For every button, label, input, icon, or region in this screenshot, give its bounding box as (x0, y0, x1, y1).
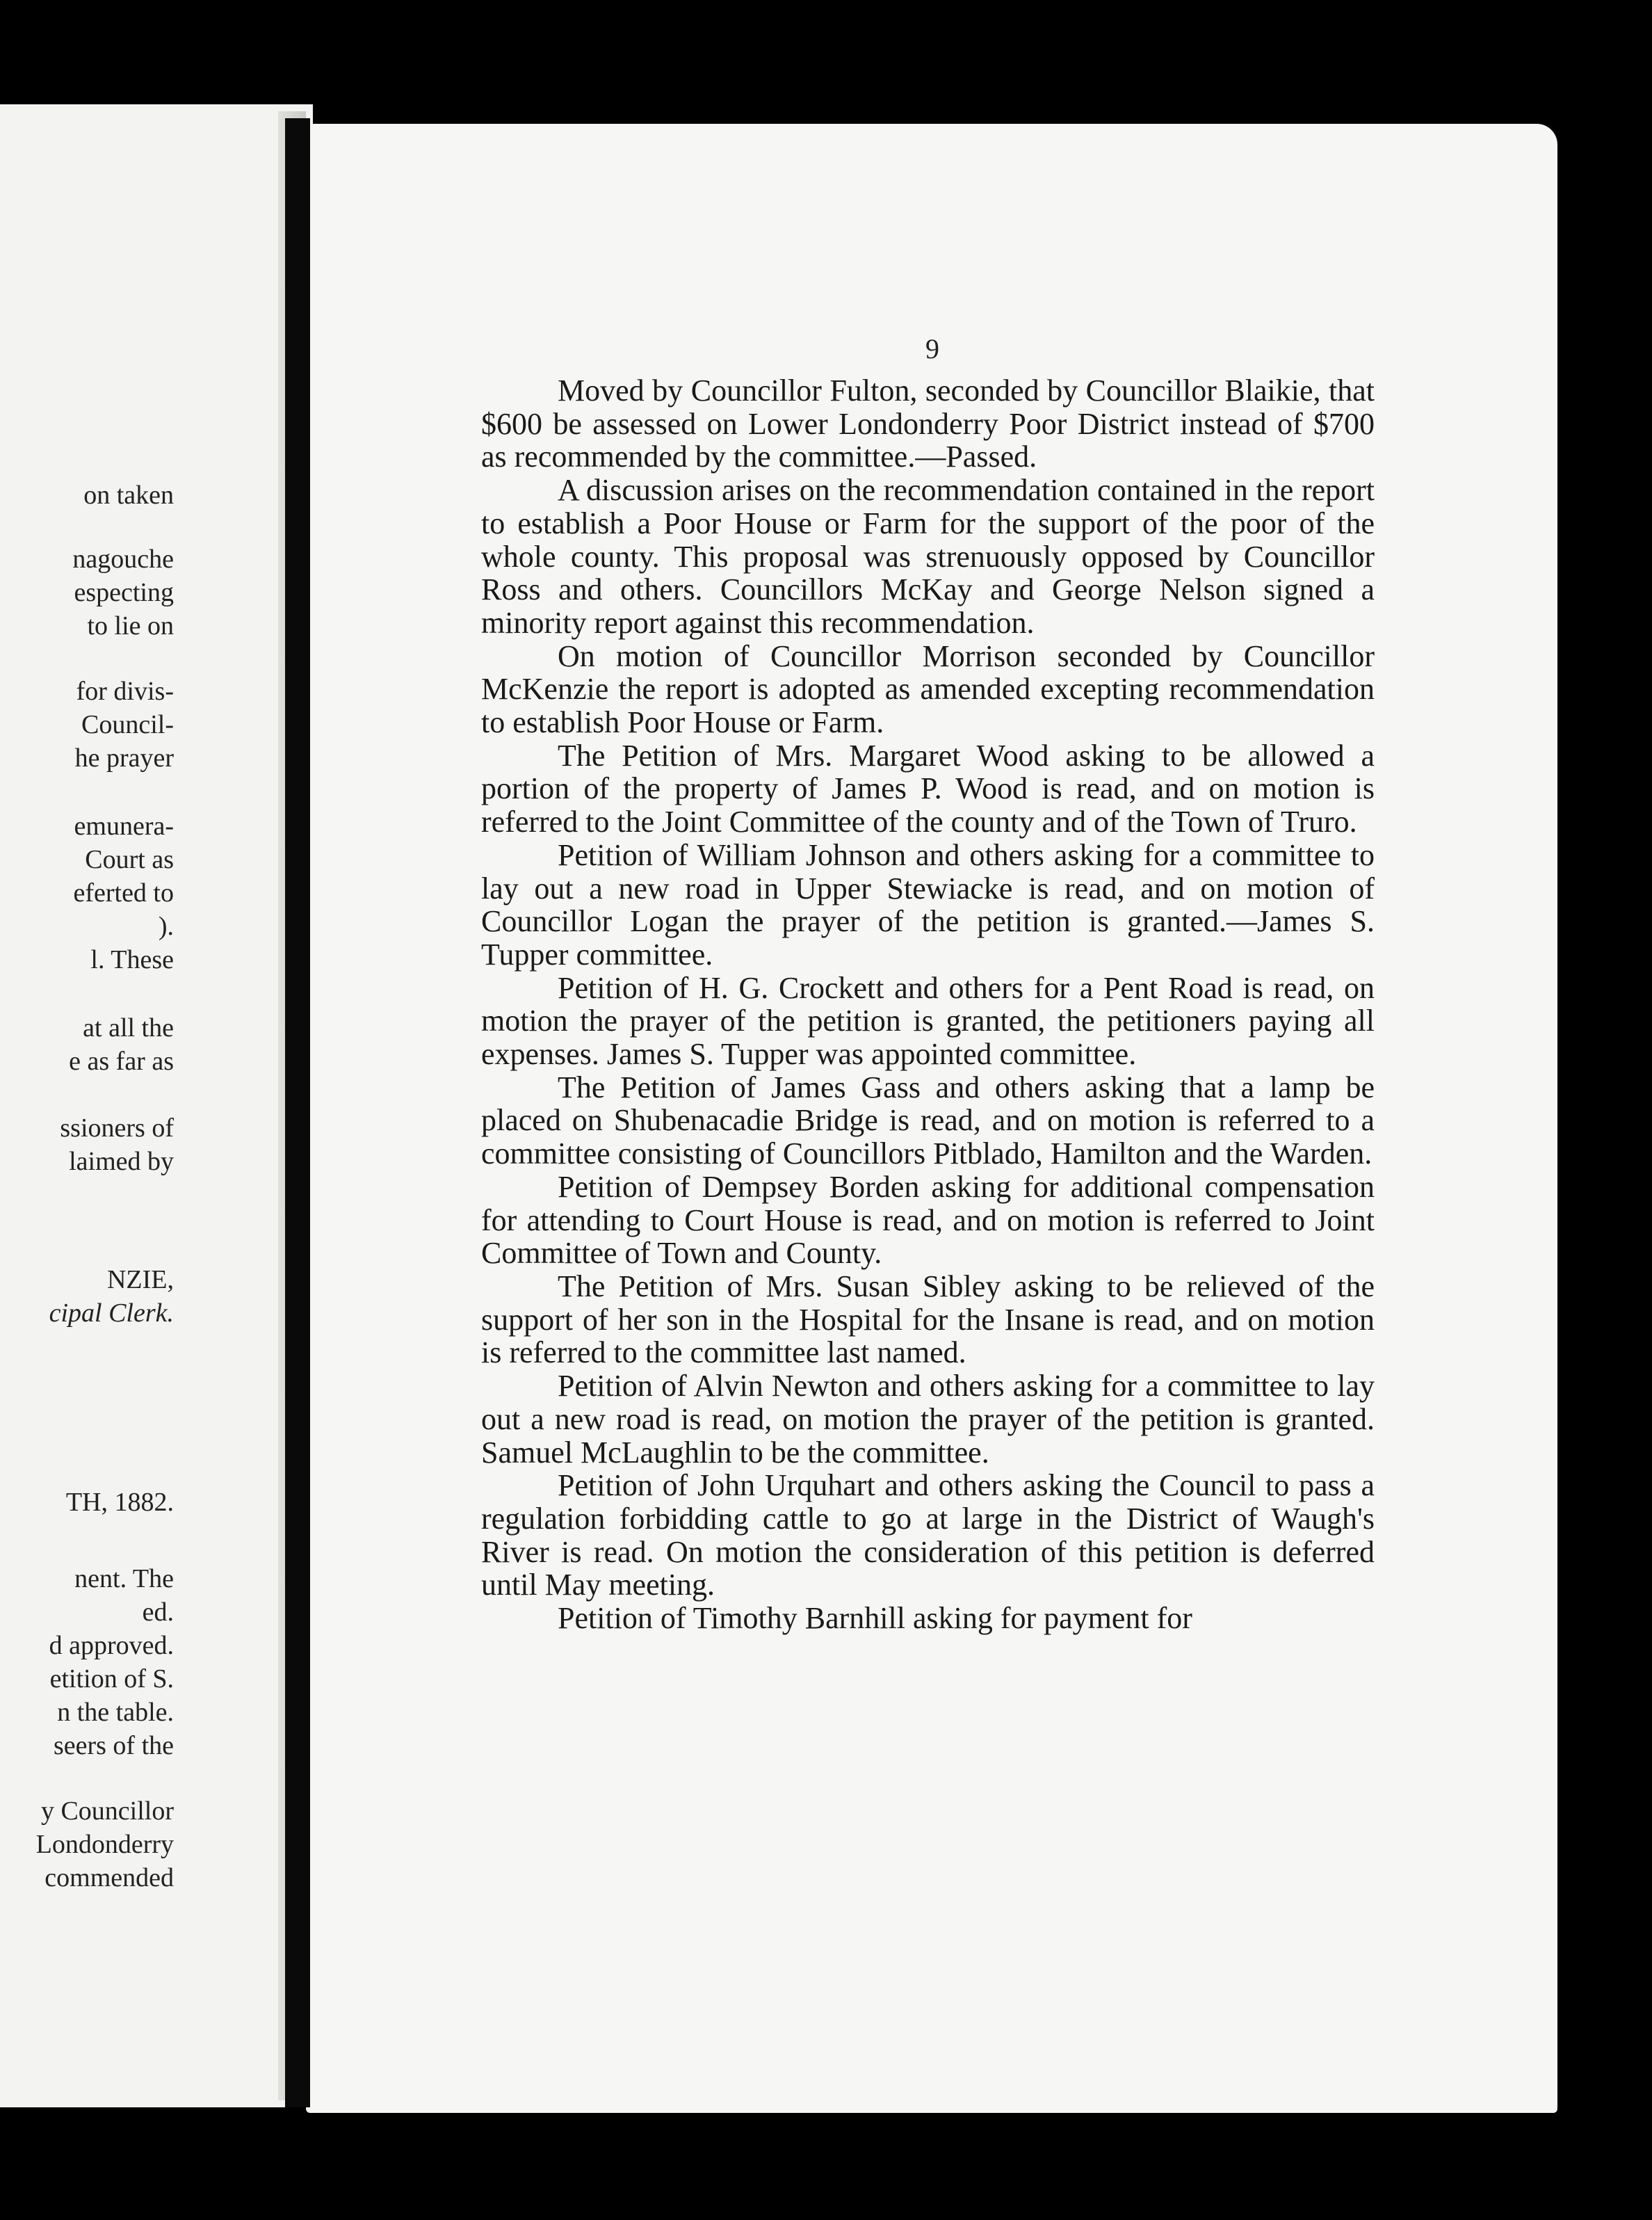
left-line: Court as (85, 845, 174, 874)
paragraph: Moved by Councillor Fulton, seconded by Councillor Blaikie, that $600 be assessed on Lower Londonderry Poor District instead of $700 as recommended by the committee.—Passed. (481, 373, 1375, 474)
paragraph: On motion of Councillor Morrison seconded by Councillor McKenzie the report is adopted as amended excepting recommendation to establish Poor House or Farm. (481, 638, 1375, 740)
left-line: Council- (81, 710, 174, 739)
left-line: he prayer (74, 743, 174, 773)
paragraph: The Petition of Mrs. Margaret Wood asking to be allowed a portion of the property of James P. Wood is read, and on motion is referred to the Joint Committee of the county and of the Town of Truro. (481, 738, 1375, 839)
left-line: ssioners of (60, 1113, 174, 1143)
left-line: n the table. (57, 1698, 174, 1727)
left-line: emunera- (74, 812, 174, 841)
left-facing-page (0, 104, 313, 2107)
left-line: NZIE, (106, 1265, 174, 1294)
paragraph: Petition of Timothy Barnhill asking for payment for (558, 1601, 1192, 1636)
left-line: y Councillor (40, 1796, 174, 1826)
left-line: nent. The (74, 1564, 174, 1593)
paragraph: The Petition of James Gass and others asking that a lamp be placed on Shubenacadie Bridge is read, and on motion is referred to a committee consisting of Councillors Pitblado, Hamilton and the Warden. (481, 1070, 1375, 1171)
paragraph: Petition of William Johnson and others asking for a committee to lay out a new road in Upper Stewiacke is read, and on motion of Councillor Logan the prayer of the petition is granted.—James S. Tupper committee. (481, 837, 1375, 972)
left-line: especting (74, 578, 174, 607)
left-line: Londonderry (35, 1830, 174, 1859)
left-line: ). (158, 912, 174, 941)
left-line: at all the (83, 1013, 174, 1043)
paragraph: Petition of H. G. Crockett and others for a Pent Road is read, on motion the prayer of the petition is granted, the petitioners paying all expenses. James S. Tupper was appointed committee. (481, 970, 1375, 1072)
left-line: on taken (83, 481, 174, 510)
paragraph: Petition of John Urquhart and others asking the Council to pass a regulation forbidding cattle to go at large in the District of Waugh's River is read. On motion the consideration of this petition is deferred until May meeting. (481, 1468, 1375, 1602)
left-line: ed. (142, 1598, 174, 1627)
left-line: seers of the (53, 1731, 174, 1760)
left-line: etition of S. (49, 1664, 174, 1694)
page-body-text (481, 374, 1375, 1635)
left-line: to lie on (87, 611, 174, 641)
paragraph: Petition of Dempsey Borden asking for additional compensation for attending to Court House is read, and on motion is referred to Joint Committee of Town and County. (481, 1169, 1375, 1271)
paragraph: A discussion arises on the recommendation contained in the report to establish a Poor House or Farm for the support of the poor of the whole county. This proposal was strenuously opposed by Councillor Ross and others. Councillors McKay and George Nelson signed a minority report against this recommendation. (481, 473, 1375, 640)
left-line: eferted to (73, 878, 174, 908)
left-line: e as far as (69, 1047, 174, 1076)
left-line: commended (44, 1863, 174, 1892)
left-line: nagouche (72, 545, 174, 574)
book-binding (285, 118, 310, 2107)
left-line: for divis- (76, 677, 174, 706)
left-line: TH, 1882. (65, 1488, 174, 1517)
left-line: d approved. (49, 1631, 174, 1660)
paragraph: Petition of Alvin Newton and others asking for a committee to lay out a new road is read, on motion the prayer of the petition is granted. Samuel McLaughlin to be the committee. (481, 1369, 1375, 1470)
left-line: laimed by (69, 1147, 174, 1176)
left-line: l. These (90, 945, 174, 974)
page-number: 9 (925, 333, 939, 364)
paragraph: The Petition of Mrs. Susan Sibley asking to be relieved of the support of her son in the Hospital for the Insane is read, and on motion is referred to the committee last named. (481, 1269, 1375, 1370)
left-line: cipal Clerk. (49, 1298, 174, 1328)
